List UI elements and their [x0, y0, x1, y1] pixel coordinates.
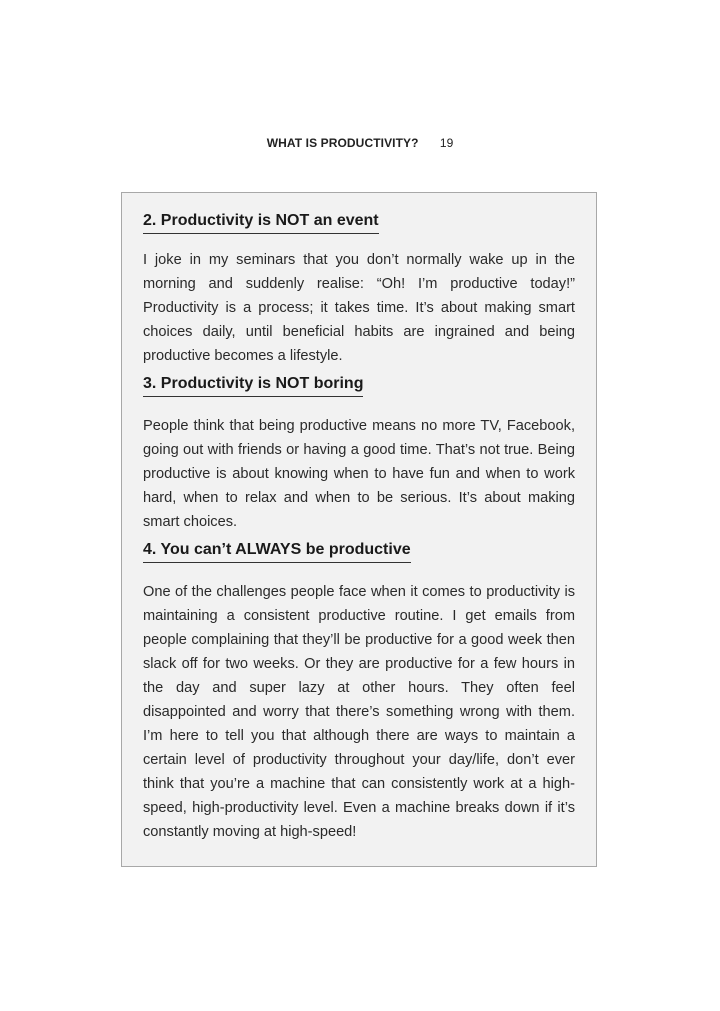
section-body-4: One of the challenges people face when it comes to productivity is maintaining a consistent productive routine. I get emails from people complaining that they’ll be productive for a good week then slack off for two weeks. Or they are productive for a few hours in the day and super lazy at other hours. They often feel disappointed and worry that there’s something wrong with them. I’m here to tell you that although there are ways to maintain a certain level of productivity throughout your day/life, don’t ever think that you’re a machine that can consistently work at a high-speed, high-productivity level. Even a machine breaks down if it’s constantly moving at high-speed!: [143, 584, 575, 840]
section-heading-2: 2. Productivity is NOT an event: [143, 210, 379, 234]
sidebar-box: [121, 192, 597, 867]
section-2: [143, 210, 575, 368]
section-3: [143, 368, 575, 534]
section-heading-4: 4. You can’t ALWAYS be productive: [143, 539, 411, 563]
section-body-2: I joke in my seminars that you don’t normally wake up in the morning and suddenly realise: “Oh! I’m productive today!” Productivity is a process; it takes time. It’s about making smart choices daily, until beneficial habits are ingrained and being productive becomes a lifestyle.: [143, 252, 575, 364]
section-heading-3: 3. Productivity is NOT boring: [143, 373, 363, 397]
running-head: [0, 135, 720, 151]
section-body-3: People think that being productive means no more TV, Facebook, going out with friends or having a good time. That’s not true. Being productive is about knowing when to have fun and when to work hard, when to relax and when to be serious. It’s about making smart choices.: [143, 418, 575, 530]
chapter-title: WHAT IS PRODUCTIVITY?: [266, 136, 419, 150]
section-4: [143, 534, 575, 844]
page-number: 19: [439, 136, 454, 150]
